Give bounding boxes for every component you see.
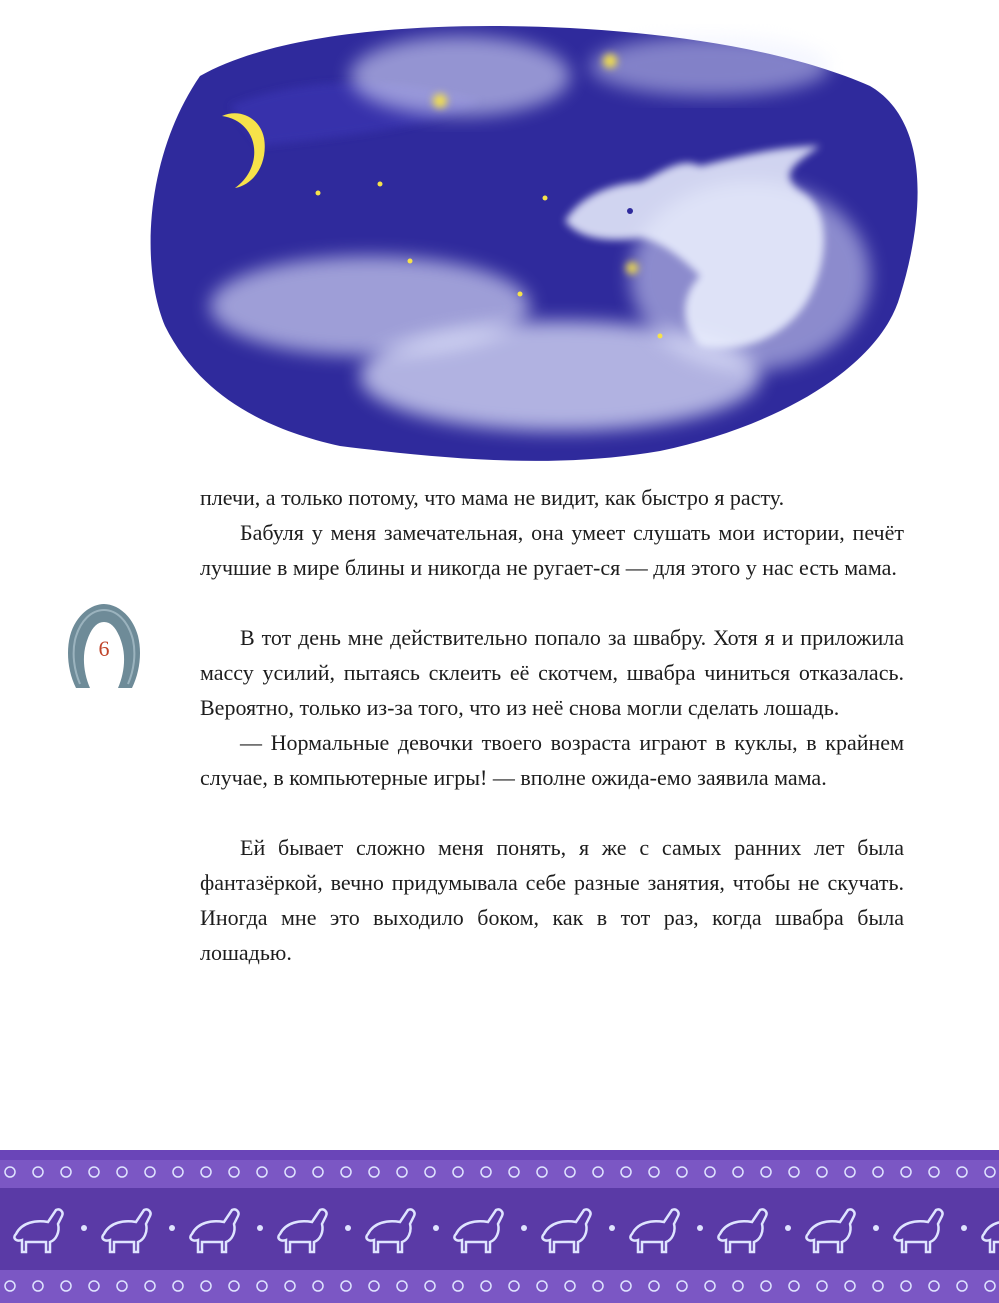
horse-pattern-band xyxy=(0,1150,999,1303)
paragraph: плечи, а только потому, что мама не видит, как быстро я расту. xyxy=(200,485,785,510)
decorative-border xyxy=(0,1150,999,1303)
paragraph: В тот день мне действительно попало за швабру. Хотя я и приложила массу усилий, пытаясь склеить её скотчем, швабра чиниться отказалась. Вероятно, только из-за того, что из неё снова могли сделать лошадь. xyxy=(200,625,904,720)
paragraph: — Нормальные девочки твоего возраста играют в куклы, в крайнем случае, в компьютерные игры! — вполне ожида-емо заявила мама. xyxy=(200,730,904,790)
paragraph: Бабуля у меня замечательная, она умеет слушать мои истории, печёт лучшие в мире блины и никогда не ругает-ся — для этого у нас есть мама. xyxy=(200,520,904,580)
page-number-marker xyxy=(62,602,146,692)
paragraph: Ей бывает сложно меня понять, я же с самых ранних лет была фантазёркой, вечно придумывала себе разные занятия, чтобы не скучать. Иногда мне это выходило боком, как в тот раз, когда швабра была лошадью. xyxy=(200,835,904,965)
story-text xyxy=(200,480,904,970)
night-sky-illustration xyxy=(140,6,930,468)
page-number: 6 xyxy=(98,636,110,661)
